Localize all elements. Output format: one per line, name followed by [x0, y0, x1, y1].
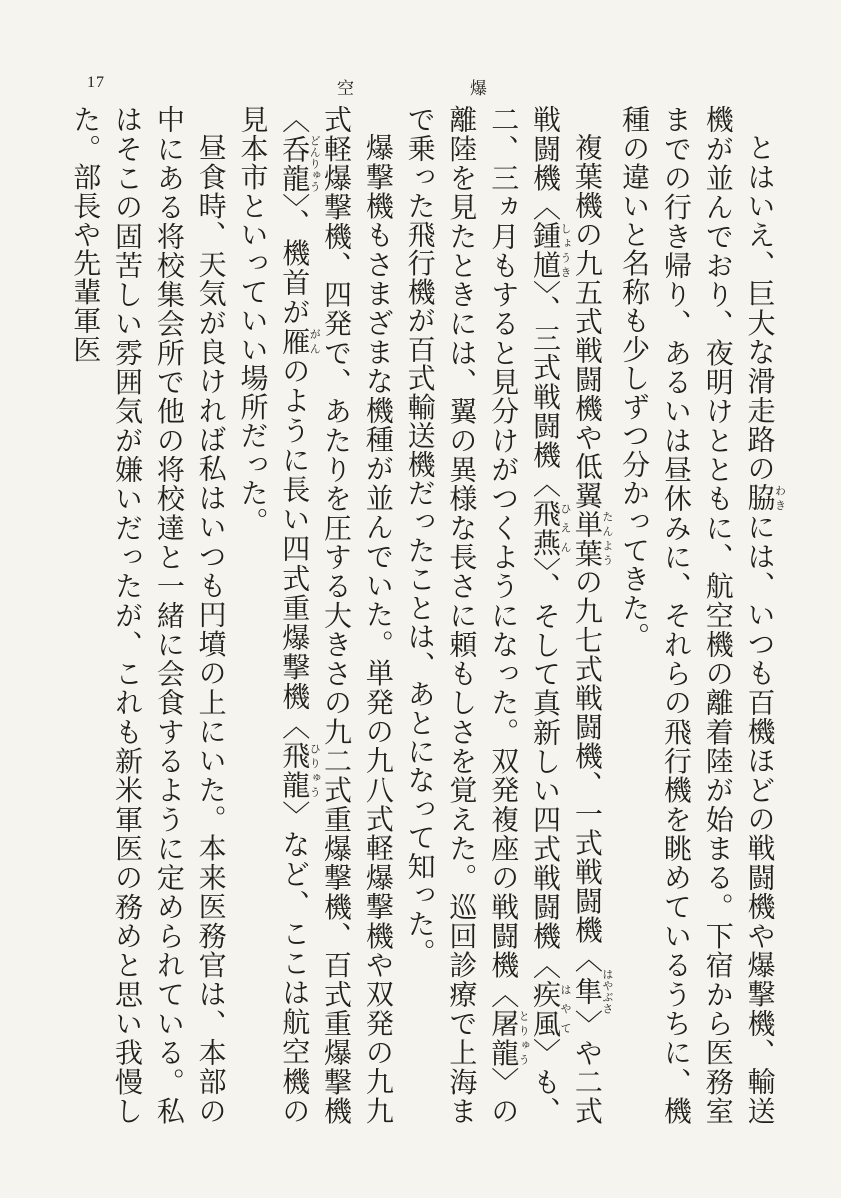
ruby-annotation	[278, 134, 322, 193]
text-run: のように長い四式重爆撃機〈	[278, 356, 312, 742]
ruby-reading: どんりゅう	[308, 134, 322, 193]
ruby-base: 呑龍	[278, 134, 312, 193]
page-header	[0, 74, 841, 98]
ruby-annotation	[529, 498, 573, 557]
body-paragraph	[399, 105, 613, 1125]
body-paragraph	[613, 105, 786, 1125]
text-run: には、いつも百機ほどの戦闘機や爆撃機、輸送機が並んでおり、夜明けとともに、航空機の離着陸が始まる。下宿から医務室までの行き帰り、あるいは昼休みに、それらの飛行機を眺めているうちに、機種の違いと名称も少しずつ分かってきた。	[618, 105, 777, 1125]
ruby-base: 飛龍	[278, 741, 312, 801]
ruby-reading: ひえん	[559, 498, 573, 557]
vertical-body-text	[69, 105, 787, 1125]
ruby-annotation	[570, 509, 614, 568]
text-run: 〉の離陸を見たときには、翼の異様な長さに頼もしさを覚えた。巡回診療で上海まで乗った飛行機が百式輸送機だったことは、あとになって知った。	[403, 105, 521, 1125]
ruby-annotation	[278, 741, 322, 801]
body-paragraph	[64, 105, 231, 1125]
ruby-annotation	[743, 483, 787, 513]
text-run: 〉も、二、三ヵ月もすると見分けがつくようになった。双発複座の戦闘機〈	[487, 105, 563, 1125]
text-run: とはいえ、巨大な滑走路の	[743, 133, 777, 484]
ruby-annotation	[570, 968, 614, 1015]
running-head-char-2: 爆	[470, 79, 487, 99]
running-head-char-1: 空	[337, 79, 354, 99]
ruby-reading: ひりゅう	[308, 741, 322, 800]
ruby-reading: とりゅう	[517, 1008, 531, 1067]
ruby-annotation	[529, 221, 573, 280]
ruby-reading: たんよう	[600, 509, 614, 568]
text-run: 複葉機の九五式戦闘機や低翼	[570, 133, 604, 510]
text-run: 昼食時、天気が良ければ私はいつも円墳の上にいた。本来医務官は、本部の中にある将校集会所で他の将校達と一緒に会食するように定められている。私はそこの固苦しい雰囲気が嫌いだったが、これも新米軍医の務めと思い我慢した。部長や先輩軍医	[69, 105, 228, 1125]
text-run: 〉など、ここは航空機の見本市といっていい場所だった。	[236, 105, 312, 1125]
ruby-base: 屠龍	[487, 1008, 521, 1068]
ruby-reading: がん	[308, 326, 322, 356]
running-head-title	[337, 74, 487, 99]
text-run: 〉、三式戦闘機〈	[529, 279, 563, 499]
ruby-reading: はやて	[559, 979, 573, 1038]
text-run: 〉や二式戦闘機〈	[529, 105, 604, 1125]
ruby-base: 鍾馗	[529, 221, 563, 280]
ruby-annotation	[487, 1008, 531, 1068]
text-run: 〉、機首が	[278, 192, 312, 327]
text-run: の九七式戦闘機、一式戦闘機〈	[570, 567, 604, 974]
ruby-base: 脇	[743, 483, 777, 513]
ruby-annotation	[529, 979, 573, 1039]
ruby-base: 単葉	[570, 509, 604, 568]
ruby-annotation	[278, 326, 322, 357]
ruby-base: 雁	[278, 326, 312, 357]
ruby-base: 疾風	[529, 979, 563, 1039]
body-paragraph	[232, 105, 399, 1125]
page-number: 17	[87, 74, 105, 91]
text-run: 爆撃機もさまざまな機種が並んでいた。単発の九八式軽爆撃機や双発の九九式軽爆撃機、四発で、あたりを圧する大きさの九二式重爆撃機、百式重爆撃機〈	[278, 105, 395, 1125]
text-run: 〉、そして真新しい四式戦闘機〈	[529, 556, 563, 980]
ruby-reading: はやぶさ	[600, 968, 614, 1015]
ruby-base: 飛燕	[529, 498, 563, 557]
ruby-reading: わき	[773, 483, 787, 512]
ruby-base: 隼	[570, 968, 604, 1015]
ruby-reading: しょうき	[559, 221, 573, 280]
